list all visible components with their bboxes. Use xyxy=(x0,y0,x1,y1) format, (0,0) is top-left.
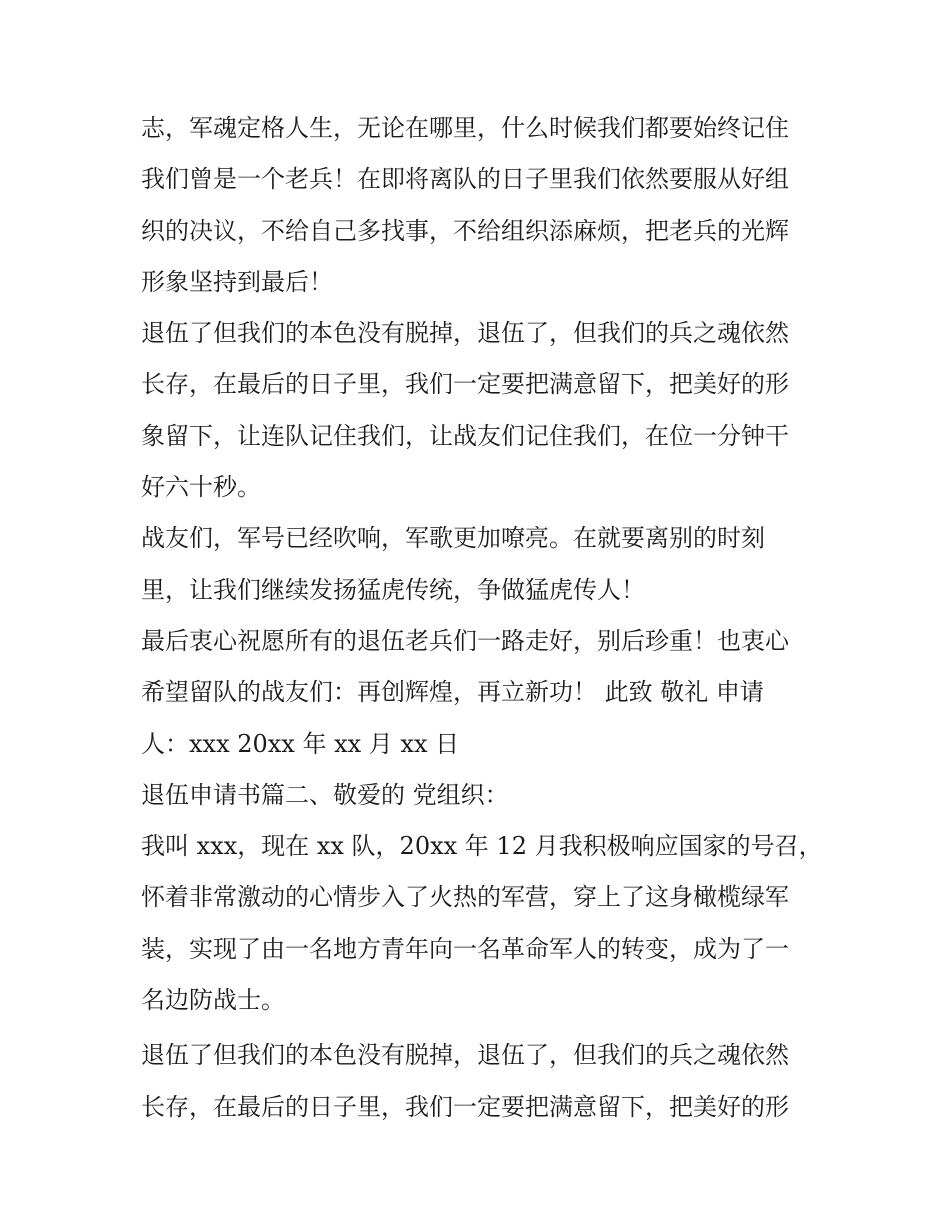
document-body xyxy=(141,103,821,1133)
text-line: 好六十秒。 xyxy=(141,473,261,502)
text-line: 长存，在最后的日子里，我们一定要把满意留下，把美好的形 xyxy=(141,370,789,399)
text-line: 志，军魂定格人生，无论在哪里，什么时候我们都要始终记住 xyxy=(141,114,789,142)
text-line: 装，实现了由一名地方青年向一名革命军人的转变，成为了一 xyxy=(141,934,789,963)
text-line: 退伍申请书篇二、敬爱的 党组织： xyxy=(141,780,509,809)
text-line: 希望留队的战友们：再创辉煌，再立新功！ 此致 敬礼 申请 xyxy=(141,678,764,707)
text-line: 最后衷心祝愿所有的退伍老兵们一路走好，别后珍重！也衷心 xyxy=(141,626,789,655)
text-line: 里，让我们继续发扬猛虎传统，争做猛虎传人！ xyxy=(141,575,645,604)
text-line: 我们曾是一个老兵！在即将离队的日子里我们依然要服从好组 xyxy=(141,165,789,194)
text-line: 织的决议，不给自己多找事，不给组织添麻烦，把老兵的光辉 xyxy=(141,216,789,245)
text-line: 怀着非常激动的心情步入了火热的军营，穿上了这身橄榄绿军 xyxy=(141,883,789,912)
text-line: 象留下，让连队记住我们，让战友们记住我们，在位一分钟干 xyxy=(141,421,789,450)
text-line: 退伍了但我们的本色没有脱掉，退伍了，但我们的兵之魂依然 xyxy=(141,319,789,348)
text-line: 战友们，军号已经吹响，军歌更加嘹亮。在就要离别的时刻 xyxy=(141,524,765,553)
text-line: 形象坚持到最后！ xyxy=(141,267,333,296)
text-line: 长存，在最后的日子里，我们一定要把满意留下，把美好的形 xyxy=(141,1092,789,1121)
text-line: 我叫 xxx，现在 xx 队，20xx 年 12 月我积极响应国家的号召， xyxy=(141,832,823,861)
text-line: 名边防战士。 xyxy=(141,986,285,1015)
text-line: 人：xxx 20xx 年 xx 月 xx 日 xyxy=(141,729,460,758)
text-line: 退伍了但我们的本色没有脱掉，退伍了，但我们的兵之魂依然 xyxy=(141,1041,789,1070)
